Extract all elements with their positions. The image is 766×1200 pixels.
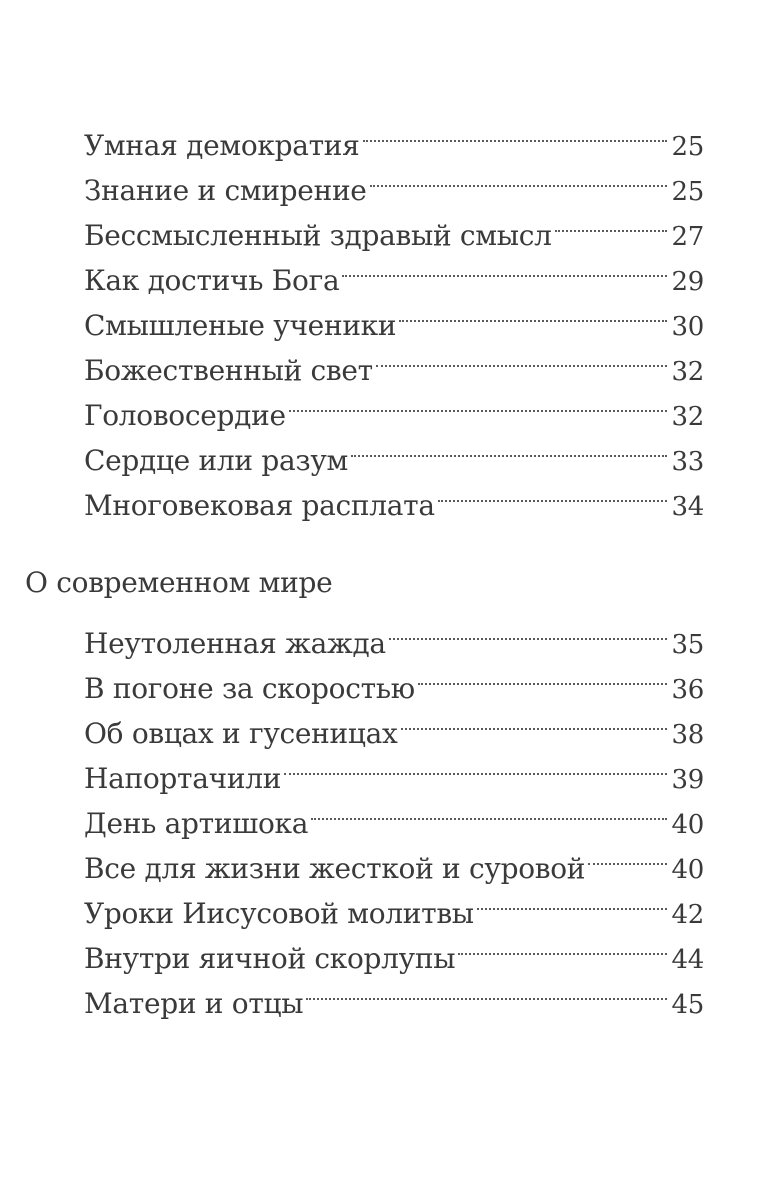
- dot-leader: [351, 425, 667, 470]
- dot-leader: [363, 110, 667, 155]
- dot-leader: [370, 155, 667, 200]
- toc-entry-title: Многовековая расплата: [84, 489, 435, 522]
- toc-entry-page: 40: [671, 855, 704, 885]
- dot-leader: [376, 335, 667, 380]
- toc-entry-title: Божественный свет: [84, 354, 373, 387]
- toc-entry-page: 40: [671, 810, 704, 840]
- toc-entry-title: Бессмысленный здравый смысл: [84, 219, 552, 252]
- toc-entry-page: 25: [671, 177, 704, 207]
- dot-leader: [289, 380, 667, 425]
- dot-leader: [306, 968, 667, 1013]
- toc-entry-title: Неутоленная жажда: [84, 627, 386, 660]
- toc-group-1: [84, 110, 704, 522]
- toc-entry-page: 35: [671, 630, 704, 660]
- dot-leader: [311, 788, 667, 833]
- toc-entry-title: Об овцах и гусеницах: [84, 717, 398, 750]
- toc-entry-page: 45: [671, 990, 704, 1020]
- toc-entry-title: Сердце или разум: [84, 444, 348, 477]
- toc-entry-title: Напортачили: [84, 762, 282, 795]
- toc-entry-title: Уроки Иисусовой молитвы: [84, 897, 474, 930]
- dot-leader: [438, 470, 667, 515]
- dot-leader: [477, 878, 667, 923]
- toc-entry-page: 32: [671, 357, 704, 387]
- toc-entry-title: Смышленые ученики: [84, 309, 397, 342]
- dot-leader: [588, 833, 667, 878]
- toc-entry-title: Все для жизни жесткой и суровой: [84, 852, 586, 885]
- toc-entry-page: 38: [671, 720, 704, 750]
- toc-entry-title: Умная демократия: [84, 129, 360, 162]
- toc-entry-title: Знание и смирение: [84, 174, 367, 207]
- toc-entry-page: 32: [671, 402, 704, 432]
- toc-entry[interactable]: [84, 110, 704, 162]
- dot-leader: [458, 923, 667, 968]
- toc-entry-page: 42: [671, 900, 704, 930]
- toc-entry-page: 44: [671, 945, 704, 975]
- toc-entry-title: Головосердие: [84, 399, 286, 432]
- toc-entry-title: Матери и отцы: [84, 987, 304, 1020]
- toc-entry-page: 36: [671, 675, 704, 705]
- toc-entry-page: 39: [671, 765, 704, 795]
- dot-leader: [284, 743, 667, 788]
- section-heading[interactable]: О современном мире: [25, 566, 333, 599]
- toc-entry-page: 34: [671, 492, 704, 522]
- dot-leader: [342, 245, 667, 290]
- dot-leader: [555, 200, 667, 245]
- toc-entry-title: В погоне за скоростью: [84, 672, 415, 705]
- dot-leader: [418, 653, 667, 698]
- toc-entry-title: Как достичь Бога: [84, 264, 340, 297]
- dot-leader: [399, 290, 667, 335]
- toc-group-2: [84, 608, 704, 1020]
- dot-leader: [401, 698, 668, 743]
- toc-entry-page: 30: [671, 312, 704, 342]
- toc-entry-page: 33: [671, 447, 704, 477]
- toc-entry-title: День артишока: [84, 807, 309, 840]
- toc-entry-page: 27: [671, 222, 704, 252]
- toc-entry-title: Внутри яичной скорлупы: [84, 942, 456, 975]
- toc-entry-page: 25: [671, 132, 704, 162]
- dot-leader: [389, 608, 667, 653]
- toc-entry[interactable]: [84, 608, 704, 660]
- toc-entry-page: 29: [671, 267, 704, 297]
